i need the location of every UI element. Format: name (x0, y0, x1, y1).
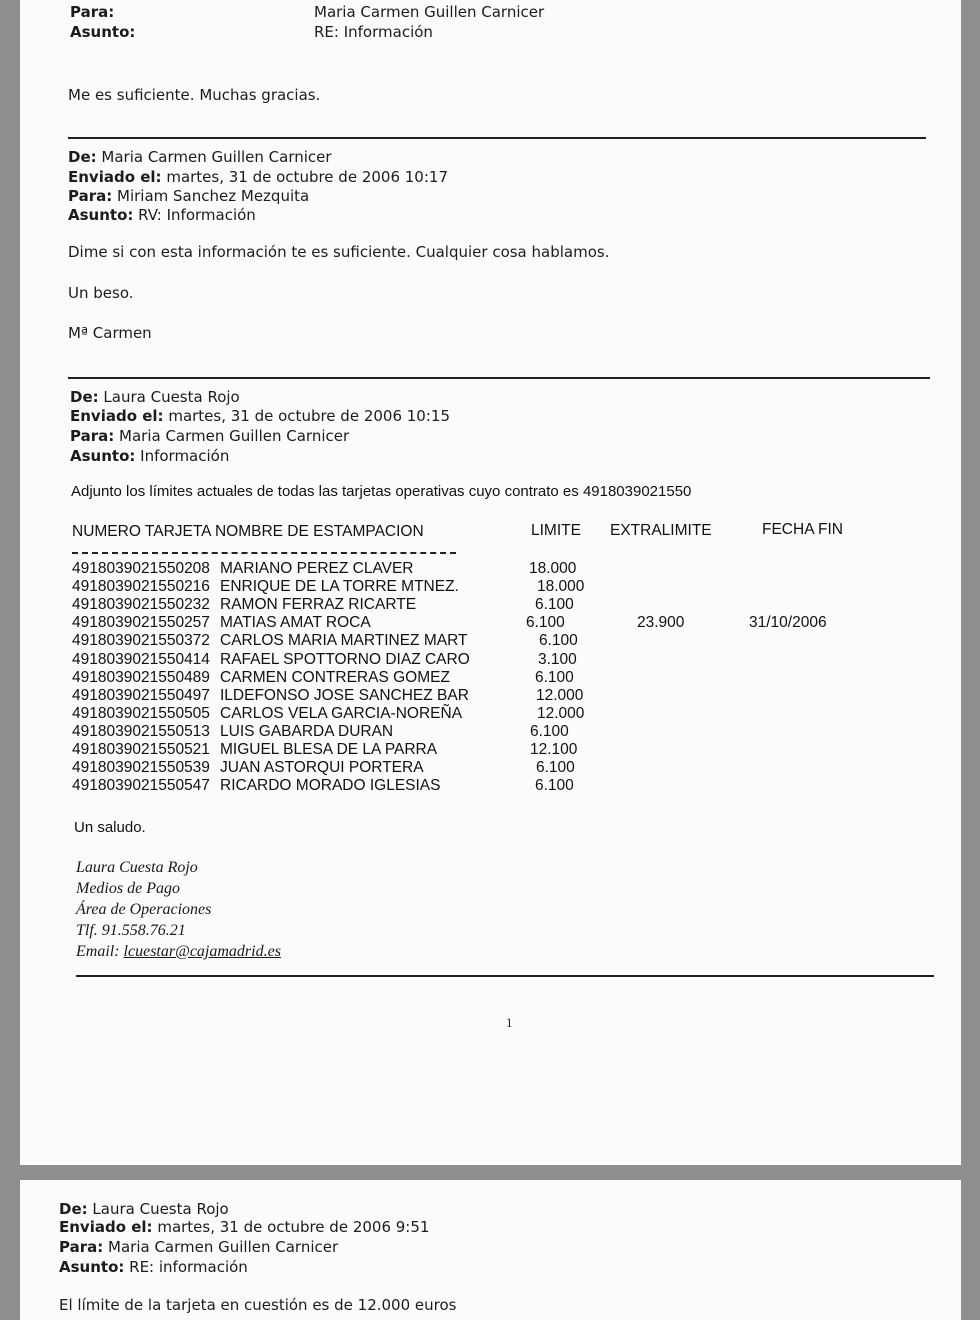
email2-body-line3: Mª Carmen (68, 324, 152, 342)
email3-closing: Un saludo. (74, 819, 146, 836)
table-cell-extralimite: 23.900 (637, 614, 685, 631)
email2-para: Para: Miriam Sanchez Mezquita (68, 187, 310, 205)
table-cell-card-number: 4918039021550489 (72, 669, 210, 686)
table-cell-card-number: 4918039021550208 (72, 560, 210, 577)
table-cell-card-number: 4918039021550547 (72, 777, 210, 794)
table-cell-card-number: 4918039021550505 (72, 705, 210, 722)
table-cell-name: CARMEN CONTRERAS GOMEZ (220, 669, 450, 686)
table-header-underline-3 (331, 552, 456, 554)
email4-enviado: Enviado el: martes, 31 de octubre de 2006 9:51 (59, 1218, 430, 1236)
table-cell-limite: 18.000 (537, 578, 585, 595)
table-cell-name: CARLOS MARIA MARTINEZ MART (220, 632, 468, 649)
email3-para: Para: Maria Carmen Guillen Carnicer (70, 427, 350, 445)
table-cell-limite: 6.100 (530, 723, 569, 740)
table-header-underline-1 (72, 552, 158, 554)
top-asunto-label: Asunto: (70, 23, 136, 41)
table-cell-name: MATIAS AMAT ROCA (220, 614, 371, 631)
signature-name: Laura Cuesta Rojo (76, 859, 198, 876)
top-para-value: Maria Carmen Guillen Carnicer (314, 3, 545, 21)
table-cell-name: CARLOS VELA GARCIA-NOREÑA (220, 705, 463, 722)
table-cell-limite: 12.000 (536, 687, 584, 704)
table-cell-card-number: 4918039021550257 (72, 614, 210, 631)
table-cell-card-number: 4918039021550521 (72, 741, 210, 758)
table-cell-limite: 12.000 (537, 705, 585, 722)
table-cell-limite: 3.100 (538, 651, 577, 668)
table-cell-name: MIGUEL BLESA DE LA PARRA (220, 741, 438, 758)
signature-dept2: Área de Operaciones (76, 901, 212, 918)
table-cell-limite: 18.000 (529, 560, 577, 577)
table-cell-name: ILDEFONSO JOSE SANCHEZ BAR (220, 687, 469, 704)
table-header-fecha-fin: FECHA FIN (762, 521, 843, 538)
email4-body-line1: El límite de la tarjeta en cuestión es de 12.000 euros (59, 1296, 457, 1314)
page-number: 1 (506, 1015, 513, 1030)
table-cell-card-number: 4918039021550497 (72, 687, 210, 704)
table-header-tarjeta-nombre: NUMERO TARJETA NOMBRE DE ESTAMPACION (72, 523, 424, 540)
table-cell-fecha-fin: 31/10/2006 (749, 614, 827, 631)
table-header-underline-2 (162, 552, 327, 554)
table-cell-name: MARIANO PEREZ CLAVER (220, 560, 414, 577)
table-cell-card-number: 4918039021550513 (72, 723, 210, 740)
email3-de: De: Laura Cuesta Rojo (70, 388, 240, 406)
table-cell-limite: 6.100 (535, 596, 574, 613)
email2-de: De: Maria Carmen Guillen Carnicer (68, 148, 332, 166)
email4-de: De: Laura Cuesta Rojo (59, 1200, 229, 1218)
table-header-limite: LIMITE (531, 522, 581, 539)
email2-asunto: Asunto: RV: Información (68, 206, 256, 224)
table-cell-limite: 6.100 (539, 632, 578, 649)
table-header-extralimite: EXTRALIMITE (610, 522, 712, 539)
signature-dept1: Medios de Pago (76, 880, 180, 897)
table-cell-card-number: 4918039021550372 (72, 632, 210, 649)
signature-phone: Tlf. 91.558.76.21 (76, 922, 186, 939)
email2-body-line1: Dime si con esta información te es suficiente. Cualquier cosa hablamos. (68, 243, 610, 261)
table-cell-name: RICARDO MORADO IGLESIAS (220, 777, 441, 794)
email3-intro: Adjunto los límites actuales de todas las tarjetas operativas cuyo contrato es 4918039021550 (71, 483, 692, 500)
table-cell-name: RAMON FERRAZ RICARTE (220, 596, 417, 613)
table-cell-name: RAFAEL SPOTTORNO DIAZ CARO (220, 651, 470, 668)
document-page-1 (20, 0, 961, 1165)
table-cell-limite: 6.100 (526, 614, 565, 631)
table-cell-card-number: 4918039021550216 (72, 578, 210, 595)
table-cell-card-number: 4918039021550539 (72, 759, 210, 776)
email2-enviado: Enviado el: martes, 31 de octubre de 2006 10:17 (68, 168, 448, 186)
table-cell-limite: 6.100 (536, 759, 575, 776)
table-cell-name: LUIS GABARDA DURAN (220, 723, 394, 740)
table-cell-limite: 6.100 (535, 669, 574, 686)
email4-asunto: Asunto: RE: información (59, 1258, 248, 1276)
top-asunto-value: RE: Información (314, 23, 433, 41)
separator-2 (68, 377, 930, 379)
separator-1 (68, 137, 926, 139)
table-cell-name: ENRIQUE DE LA TORRE MTNEZ. (220, 578, 459, 595)
email4-para: Para: Maria Carmen Guillen Carnicer (59, 1238, 339, 1256)
separator-3 (76, 975, 934, 977)
document-page-2 (20, 1180, 961, 1320)
table-cell-card-number: 4918039021550232 (72, 596, 210, 613)
email3-enviado: Enviado el: martes, 31 de octubre de 2006 10:15 (70, 407, 450, 425)
email3-asunto: Asunto: Información (70, 447, 230, 465)
email2-body-line2: Un beso. (68, 284, 134, 302)
table-cell-card-number: 4918039021550414 (72, 651, 210, 668)
top-para-label: Para: (70, 3, 115, 21)
signature-email-link[interactable]: lcuestar@cajamadrid.es (123, 943, 281, 960)
signature-email: Email: lcuestar@cajamadrid.es (76, 943, 281, 960)
table-cell-limite: 12.100 (530, 741, 578, 758)
table-cell-limite: 6.100 (535, 777, 574, 794)
reply-body: Me es suficiente. Muchas gracias. (68, 86, 321, 104)
table-cell-name: JUAN ASTORQUI PORTERA (220, 759, 424, 776)
